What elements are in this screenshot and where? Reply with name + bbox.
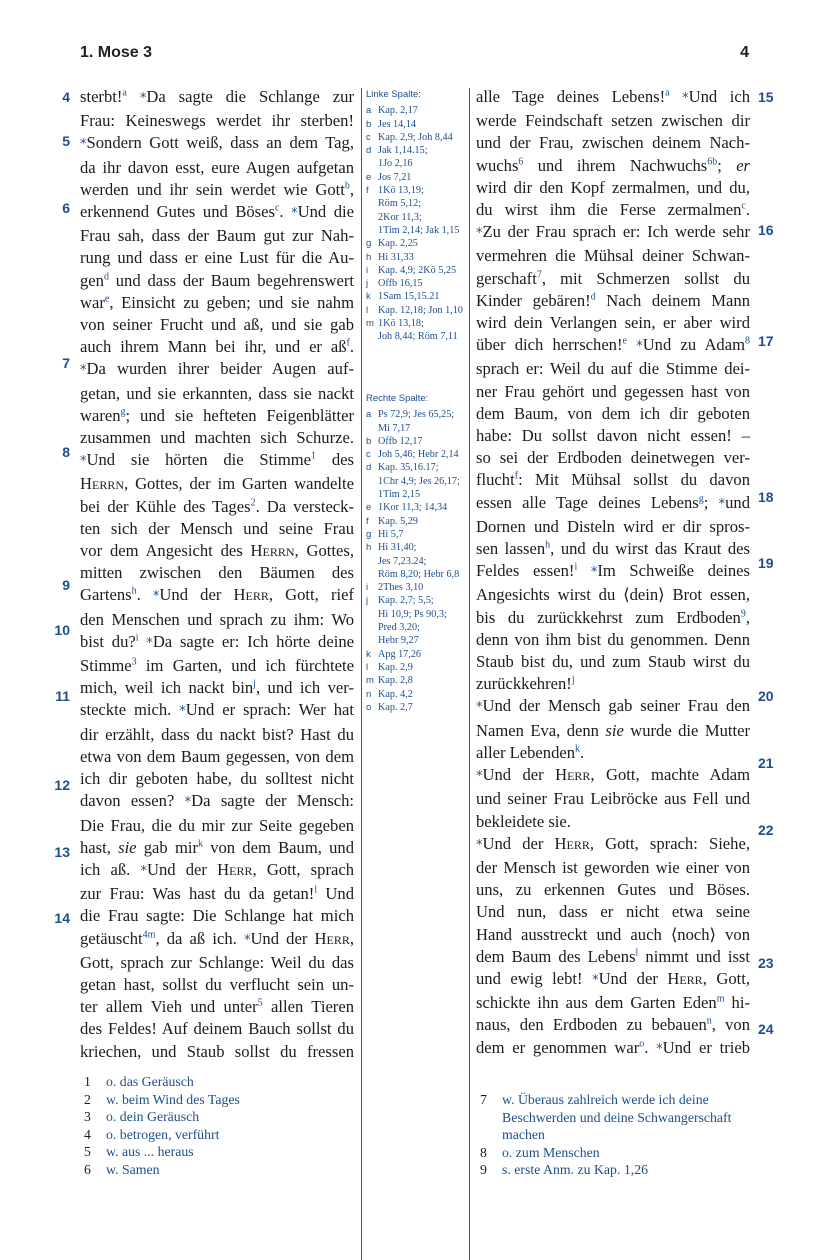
text-line: über dich herrschen!$^e$ *Und zu Adam$^8$ xyxy=(476,335,750,355)
cross-reference: o Kap. 2,7 xyxy=(366,701,413,713)
cross-reference: c Joh 5,46; Hebr 2,14 xyxy=(366,449,459,461)
text-line: uns, zu erkennen Gutes und Böses. xyxy=(476,880,750,900)
cross-reference: k Apg 17,26 xyxy=(366,648,422,660)
verse-number: 11 xyxy=(55,688,70,705)
text-line: du wirst ihm die Ferse zermalmen$^c$. xyxy=(476,200,750,220)
cross-reference: l Kap. 2,9 xyxy=(366,661,413,673)
cross-reference: Röm 5,12; xyxy=(378,198,422,210)
text-line: *Und der Mensch gab seiner Frau den xyxy=(476,696,750,716)
text-line: werde Feindschaft setzen zwischen dir xyxy=(476,111,750,131)
verse-number: 24 xyxy=(758,1021,774,1038)
text-line: rung und dass er eine Lust für die Au- xyxy=(80,248,354,268)
cross-reference: g Hi 5,7 xyxy=(366,528,404,540)
text-line: Frau: Keineswegs werdet ihr sterben! xyxy=(80,111,354,131)
text-line: so sei der Erdboden deinetwegen ver- xyxy=(476,448,750,468)
text-line: werden und ihr sein werdet wie Gott$^b$, xyxy=(80,179,354,199)
cross-reference: 1Tim 2,15 xyxy=(378,489,421,501)
text-line: essen alle Tage deines Lebens$^g$; *und xyxy=(476,492,750,512)
cross-reference: j Kap. 2,7; 5,5; xyxy=(366,595,434,607)
cross-reference: d Jak 1,14.15; xyxy=(366,145,428,157)
text-line: vermehren die Mühsal deiner Schwan- xyxy=(476,246,750,266)
text-line: ich dir geboten habe, du solltest nicht xyxy=(80,769,354,789)
text-line: sprach er: Weil du auf die Stimme dei- xyxy=(476,359,750,379)
verse-number: 23 xyxy=(758,954,774,971)
verse-number: 21 xyxy=(758,755,774,771)
cross-reference: Röm 8,20; Hebr 6,8 xyxy=(378,568,460,580)
verse-number: 14 xyxy=(54,910,70,927)
text-line: die Frau sagte: Die Schlange hat mich xyxy=(80,906,354,926)
cross-reference: d Kap. 35,16.17; xyxy=(366,462,439,474)
text-line: getäuscht$^{4m}$, da aß ich. *Und der Herr, xyxy=(80,928,354,948)
verse-number: 15 xyxy=(758,89,774,105)
cross-references-right xyxy=(366,392,466,714)
footnote: 4 o. betrogen, verführt xyxy=(84,1126,220,1142)
right-text-column xyxy=(476,86,750,1061)
text-line: *Und der Herr, Gott, sprach: Siehe, xyxy=(476,833,750,853)
text-line: ich aß. *Und der Herr, Gott, sprach xyxy=(80,859,354,879)
footnote: machen xyxy=(502,1127,545,1143)
cross-reference: g Kap. 2,25 xyxy=(366,238,418,250)
text-line: gen$^d$ und dass der Baum begehrenswert xyxy=(80,270,354,290)
cross-reference: f Kap. 5,29 xyxy=(366,515,418,527)
text-line: sterbt!$^a$ *Da sagte die Schlange zur xyxy=(80,87,354,106)
text-line: Angesichts wirst du ⟨dein⟩ Brot essen, xyxy=(476,585,750,605)
text-line: habe: Du sollst davon nicht essen! – xyxy=(476,426,750,446)
text-line: vor dem Angesicht des Herrn, Gottes, xyxy=(80,541,354,561)
text-line: davon essen? *Da sagte der Mensch: xyxy=(80,791,354,811)
cross-reference: a Kap. 2,17 xyxy=(366,105,418,117)
text-line: Herrn, Gottes, der im Garten wandelte xyxy=(80,474,354,494)
verse-number: 9 xyxy=(62,577,70,594)
text-line: getan hast, sollst du verflucht sein un- xyxy=(80,974,354,994)
text-line: erkennend Gutes und Böses$^c$. *Und die xyxy=(80,202,354,222)
text-line: naus, den Erdboden zu bebauen$^n$, von xyxy=(476,1015,750,1035)
right-divider xyxy=(469,88,470,1260)
verse-number: 5 xyxy=(62,133,70,150)
text-line: Und nun, dass er nicht etwa seine xyxy=(476,902,750,922)
cross-references-left xyxy=(366,88,466,344)
cross-reference-heading: Linke Spalte: xyxy=(366,89,421,100)
text-line: aller Lebenden$^k$. xyxy=(476,742,585,762)
cross-reference: Hi 10,9; Ps 90,3; xyxy=(378,608,447,620)
text-line: bist du?$^i$ *Da sagte er: Ich hörte deine xyxy=(80,631,354,651)
footnote: 7 w. Überaus zahlreich werde ich deine xyxy=(480,1092,709,1107)
text-line: *Und der Herr, Gott, machte Adam xyxy=(476,765,750,785)
text-line: mitten zwischen den Bäumen des xyxy=(80,563,354,583)
cross-reference-heading: Rechte Spalte: xyxy=(366,393,429,404)
chapter-title: 1. Mose 3 xyxy=(80,44,153,61)
verse-number: 16 xyxy=(758,222,774,239)
text-line: *Sondern Gott weiß, dass an dem Tag, xyxy=(80,133,354,153)
text-line: waren$^g$; und sie hefteten Feigenblätter xyxy=(80,405,354,425)
text-line: hast, sie gab mir$^k$ von dem Baum, und xyxy=(80,837,354,857)
text-line: dir erzählt, dass du nackt bist? Hast du xyxy=(80,724,354,744)
text-line: wird dir den Kopf zermalmen, und du, xyxy=(476,177,750,197)
verse-number: 13 xyxy=(54,843,70,860)
footnote: Beschwerden und deine Schwangerschaft xyxy=(502,1109,732,1125)
text-line: steckte mich. *Und er sprach: Wer hat xyxy=(80,700,354,720)
text-line: sen lassen$^h$, und du wirst das Kraut des xyxy=(476,539,750,559)
footnote: 5 w. aus ... heraus xyxy=(84,1144,194,1160)
verse-number: 8 xyxy=(62,444,70,461)
text-line: alle Tage deines Lebens!$^a$ *Und ich xyxy=(476,87,750,106)
text-line: *Da wurden ihrer beider Augen auf- xyxy=(80,359,354,379)
text-line: wird dein Verlangen sein, er aber wird xyxy=(476,313,750,333)
cross-reference: Mi 7,17 xyxy=(378,422,411,434)
page-header xyxy=(80,38,749,62)
text-line: ter allem Vieh und unter$^5$ allen Tieren xyxy=(80,997,354,1017)
verse-number: 20 xyxy=(758,688,774,705)
text-line: getan, und sie erkannten, dass sie nackt xyxy=(80,383,354,403)
verse-number: 6 xyxy=(62,200,70,216)
text-line: Frau sah, dass der Baum gut zur Nah- xyxy=(80,226,354,246)
cross-reference: c Kap. 2,9; Joh 8,44 xyxy=(366,131,453,143)
cross-reference: e 1Kor 11,3; 14,34 xyxy=(366,502,448,514)
text-line: Gartens$^h$. *Und der Herr, Gott, rief xyxy=(80,585,354,605)
footnote: 3 o. dein Geräusch xyxy=(84,1109,200,1125)
text-line: und ewig lebt! *Und der Herr, Gott, xyxy=(476,968,750,988)
cross-reference: Joh 8,44; Röm 7,11 xyxy=(378,331,458,343)
verse-number: 4 xyxy=(62,89,70,105)
text-line: der Mensch ist geworden wie einer von xyxy=(476,857,750,877)
verse-number: 17 xyxy=(758,333,774,350)
text-line: Namen Eva, denn sie wurde die Mutter xyxy=(476,720,750,740)
cross-reference: Pred 3,20; xyxy=(378,622,420,634)
text-line: den Menschen und sprach zu ihm: Wo xyxy=(80,609,354,629)
cross-reference: l Kap. 12,18; Jon 1,10 xyxy=(366,304,463,316)
text-line: bis du zurückkehrst zum Erdboden$^9$, xyxy=(476,607,750,627)
cross-reference: 2Kor 11,3; xyxy=(378,211,422,223)
cross-reference: n Kap. 4,2 xyxy=(366,688,413,700)
text-line: und der Frau, zwischen deinem Nach- xyxy=(476,133,750,153)
text-line: etwa von dem Baum gegessen, von dem xyxy=(80,746,354,766)
text-line: dem Baum, von dem ich dir geboten xyxy=(476,403,750,423)
text-line: *Zu der Frau sprach er: Ich werde sehr xyxy=(476,222,750,242)
text-line: Kinder gebären!$^d$ Nach deinem Mann xyxy=(476,290,751,310)
text-line: und seiner Frau Leibröcke aus Fell und xyxy=(476,789,750,809)
cross-reference: f 1Kö 13,19; xyxy=(366,185,424,197)
footnote: 1 o. das Geräusch xyxy=(84,1074,194,1089)
text-line: mich, weil ich nackt bin$^j$, und ich ver- xyxy=(80,678,355,698)
text-line: ner Frau gehört und gegessen hast von xyxy=(476,381,750,401)
text-line: Die Frau, die du mir zur Seite gegeben xyxy=(80,815,354,835)
text-line: von seiner Frucht und aß, und sie gab xyxy=(80,315,354,335)
text-line: da ihr davon esst, eure Augen aufgetan xyxy=(80,157,354,177)
left-text-column xyxy=(80,86,354,1063)
cross-reference: Jes 7,23.24; xyxy=(378,555,427,567)
cross-reference: Hebr 9,27 xyxy=(378,635,419,647)
text-line: kriechen, und Staub sollst du fressen xyxy=(80,1041,354,1061)
cross-reference: m Kap. 2,8 xyxy=(366,675,413,687)
verse-number: 7 xyxy=(62,355,70,372)
text-line: zurückkehren!$^j$ xyxy=(476,674,575,694)
verse-number: 12 xyxy=(54,777,70,794)
footnote: 8 o. zum Menschen xyxy=(480,1144,600,1160)
text-line: gerschaft$^7$, mit Schmerzen sollst du xyxy=(476,268,750,288)
text-line: dem er genommen war$^o$. *Und er trieb xyxy=(476,1037,750,1057)
text-line: Feldes essen!$^i$ *Im Schweiße deines xyxy=(476,561,750,581)
text-line: denn von ihm bist du genommen. Denn xyxy=(476,629,750,649)
text-line: auch ihrem Mann bei ihr, und er $aß^f$. xyxy=(80,337,354,357)
text-line: bei der Kühle des Tages$^2$. Da versteck- xyxy=(80,496,354,516)
cross-reference: k 1Sam 15,15.21 xyxy=(366,291,440,303)
cross-reference: b Jes 14,14 xyxy=(366,118,416,130)
cross-reference: 1Chr 4,9; Jes 26,17; xyxy=(378,475,460,487)
text-line: Dornen und Disteln wird er dir spros- xyxy=(476,516,750,536)
footnotes-right xyxy=(480,1091,750,1179)
text-line: Stimme$^3$ im Garten, und ich fürchtete xyxy=(80,656,354,676)
verse-number: 22 xyxy=(758,821,774,838)
footnotes-left xyxy=(84,1073,354,1179)
text-line: Gott, sprach zur Schlange: Weil du das xyxy=(80,952,354,972)
footnote: 6 w. Samen xyxy=(84,1161,160,1177)
text-line: des Feldes! Auf deinem Bauch sollst du xyxy=(80,1019,354,1039)
verse-number: 18 xyxy=(758,488,774,505)
text-line: *Und sie hörten die Stimme$^1$ des xyxy=(80,450,354,470)
text-line: zur Frau: Was hast du da getan!$^l$ Und xyxy=(80,884,354,904)
text-line: dem Baum des Lebens$^l$ nimmt und isst xyxy=(476,946,750,966)
cross-reference: 1Tim 2,14; Jak 1,15 xyxy=(378,224,460,236)
text-line: Staub bist du, und zum Staub wirst du xyxy=(476,652,750,672)
cross-reference: h Hi 31,40; xyxy=(366,542,417,554)
verse-number: 19 xyxy=(758,555,774,572)
text-line: flucht$^f$: Mit Mühsal sollst du davon xyxy=(476,470,750,490)
text-line: bekleidete sie. xyxy=(476,811,571,831)
page-number: 4 xyxy=(740,44,749,61)
text-line: ten sich der Mensch und seine Frau xyxy=(80,518,354,538)
footnote: 9 s. erste Anm. zu Kap. 1,26 xyxy=(480,1162,648,1178)
cross-reference: m 1Kö 13,18; xyxy=(366,318,424,330)
text-line: war$^e$, Einsicht zu geben; und sie nahm xyxy=(80,292,354,312)
footnote: 2 w. beim Wind des Tages xyxy=(84,1091,240,1107)
cross-reference: b Offb 12,17 xyxy=(366,435,423,447)
text-line: Hand ausstreckt und auch ⟨noch⟩ von xyxy=(476,924,750,944)
cross-reference: a Ps 72,9; Jes 65,25; xyxy=(366,409,455,421)
verse-number: 10 xyxy=(54,621,70,638)
left-divider xyxy=(361,88,362,1260)
cross-reference: i Kap. 4,9; 2Kö 5,25 xyxy=(366,264,457,276)
text-line: zusammen und machten sich Schurze. xyxy=(80,428,354,448)
cross-reference: e Jos 7,21 xyxy=(366,171,412,183)
cross-reference: j Offb 16,15 xyxy=(366,278,423,290)
text-line: wuchs$^6$ und ihrem Nachwuchs$^{6b}$; er xyxy=(476,155,751,175)
cross-reference: h Hi 31,33 xyxy=(366,251,414,263)
cross-reference: 1Jo 2,16 xyxy=(378,158,413,170)
text-line: schickte ihn aus dem Garten Eden$^m$ hi- xyxy=(476,993,750,1013)
cross-reference: i 2Thes 3,10 xyxy=(366,582,424,594)
